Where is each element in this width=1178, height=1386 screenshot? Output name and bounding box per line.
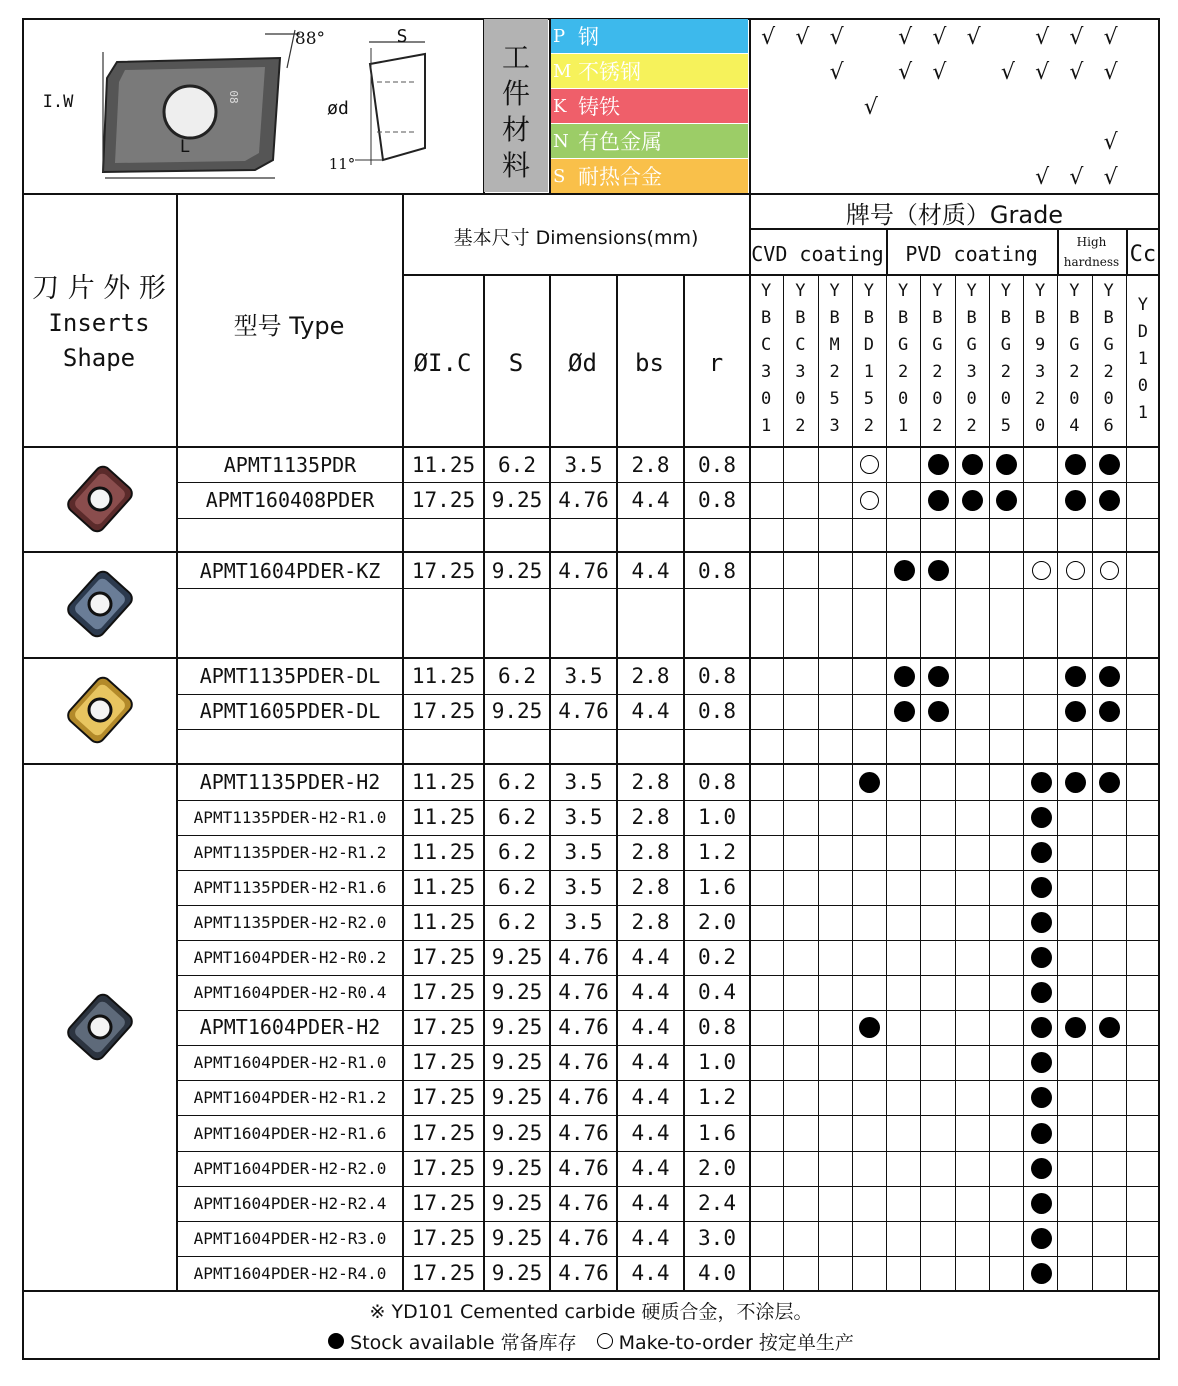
grade-col-header: Y B 9 3 2 0	[1035, 281, 1046, 436]
dim-cell: 4.4	[631, 1156, 670, 1180]
grade-col-header: Y B D 1 5 2	[863, 281, 874, 436]
filled-circle-icon	[1031, 1228, 1052, 1249]
dim-cell: 4.76	[558, 1226, 609, 1250]
dim-cell: 9.25	[491, 1050, 543, 1074]
filled-circle-icon	[1099, 772, 1120, 793]
type-cell: APMT1604PDER-H2-R2.4	[193, 1193, 387, 1213]
check-mark: √	[1069, 59, 1084, 85]
material-title-char: 工	[501, 41, 530, 74]
open-circle-icon	[1066, 561, 1085, 580]
type-cell: APMT1135PDER-H2-R2.0	[193, 912, 387, 932]
check-mark: √	[1103, 24, 1118, 50]
dim-cell: 4.4	[631, 1050, 670, 1074]
check-mark: √	[863, 94, 878, 120]
stock-available-mark	[853, 1010, 887, 1045]
dim-cell: 9.25	[491, 558, 543, 583]
check-mark: √	[1035, 24, 1050, 50]
filled-circle-icon	[1065, 490, 1086, 511]
filled-circle-icon	[1099, 701, 1120, 722]
grade-col-header: Y B M 2 5 3	[829, 281, 840, 436]
dim-cell: 4.76	[558, 1015, 609, 1039]
filled-circle-icon	[1099, 666, 1120, 687]
dim-cell: 0.8	[698, 699, 736, 723]
row-divider	[176, 729, 1160, 730]
dim-cell: 3.5	[564, 664, 603, 688]
dim-cell: 17.25	[411, 1085, 476, 1109]
dim-cell: 11.25	[411, 452, 476, 477]
material-name: 有色金属	[578, 130, 662, 154]
stock-available-mark	[1093, 694, 1127, 729]
dim-cell: 0.8	[698, 488, 736, 512]
check-mark: √	[1035, 59, 1050, 85]
dim-cell: 0.8	[698, 558, 736, 583]
open-circle-icon	[597, 1333, 613, 1349]
stock-available-mark	[956, 447, 990, 482]
grade-col-header: Y B G 2 0 4	[1069, 281, 1080, 436]
check-mark: √	[932, 24, 947, 50]
dim-cell: 4.0	[698, 1261, 736, 1285]
type-cell: APMT1604PDER-H2	[199, 1015, 381, 1039]
open-circle-icon	[1100, 561, 1119, 580]
dim-cell: 1.0	[698, 805, 736, 829]
filled-circle-icon	[1031, 1017, 1052, 1038]
filled-circle-icon	[1031, 1052, 1052, 1073]
type-cell: APMT1604PDER-H2-R2.0	[193, 1158, 387, 1178]
type-cell: APMT1135PDER-H2-R1.2	[193, 842, 387, 862]
footer-note: ※ YD101 Cemented carbide 硬质合金，不涂层。	[369, 1300, 813, 1323]
dim-col-header: S	[508, 349, 524, 377]
dim-cell: 9.25	[491, 1085, 543, 1109]
dim-cell: 4.76	[558, 1085, 609, 1109]
dim-cell: 9.25	[491, 945, 543, 969]
type-cell: APMT1604PDER-H2-R4.0	[193, 1263, 387, 1283]
stock-available-mark	[990, 447, 1024, 482]
check-mark: √	[761, 24, 776, 50]
filled-circle-icon	[1099, 490, 1120, 511]
dim-cell: 2.8	[631, 805, 670, 829]
open-circle-icon	[860, 455, 879, 474]
pvd-header: PVD coating	[905, 242, 1038, 266]
dim-cell: 17.25	[411, 1121, 476, 1145]
make-to-order-mark	[1024, 553, 1058, 588]
dim-cell: 0.8	[698, 452, 736, 477]
shape-header-en2: Shape	[62, 344, 136, 372]
check-mark: √	[898, 24, 913, 50]
dim-cell: 17.25	[411, 1156, 476, 1180]
stock-available-mark	[921, 553, 955, 588]
dim-cell: 4.4	[631, 488, 670, 512]
check-mark: √	[966, 24, 981, 50]
stock-available-mark	[1024, 1221, 1058, 1256]
dim-cell: 3.5	[564, 875, 603, 899]
dim-cell: 0.8	[698, 1015, 736, 1039]
dim-cell: 11.25	[411, 664, 476, 688]
make-to-order-mark	[1058, 553, 1092, 588]
material-title-char: 料	[501, 149, 530, 182]
cvd-header: CVD coating	[751, 242, 884, 266]
dim-cell: 6.2	[498, 452, 536, 477]
filled-circle-icon	[996, 490, 1017, 511]
dim-cell: 9.25	[491, 1121, 543, 1145]
type-cell: APMT1135PDER-H2-R1.0	[193, 807, 387, 827]
dim-cell: 6.2	[498, 840, 536, 864]
type-cell: APMT1604PDER-KZ	[199, 558, 381, 583]
filled-circle-icon	[859, 1017, 880, 1038]
dim-cell: 11.25	[411, 875, 476, 899]
dim-cell: 4.4	[631, 945, 670, 969]
l-label: L	[179, 137, 191, 157]
dim-col-header: Ød	[568, 349, 597, 377]
stock-available-mark	[1024, 1010, 1058, 1045]
stock-available-mark	[1058, 447, 1092, 482]
dim-cell: 2.8	[631, 910, 670, 934]
dim-cell: 17.25	[411, 699, 476, 723]
filled-circle-icon	[928, 454, 949, 475]
dim-cell: 2.4	[698, 1191, 736, 1215]
stock-available-mark	[1024, 800, 1058, 835]
dim-cell: 4.76	[558, 1156, 609, 1180]
dim-cell: 4.76	[558, 558, 609, 583]
grade-col-header: Y B G 3 0 2	[966, 281, 977, 436]
dim-cell: 1.6	[698, 1121, 736, 1145]
stock-available-mark	[1024, 870, 1058, 905]
filled-circle-icon	[1031, 1193, 1052, 1214]
grade-col-header: Y B G 2 0 5	[1000, 281, 1011, 436]
dim-cell: 1.2	[698, 840, 736, 864]
check-mark: √	[829, 59, 844, 85]
make-to-order-mark	[853, 483, 887, 518]
dim-cell: 9.25	[491, 1191, 543, 1215]
filled-circle-icon	[328, 1333, 344, 1349]
dim-cell: 4.4	[631, 1121, 670, 1145]
type-cell: APMT1135PDR	[223, 452, 357, 477]
stock-available-mark	[956, 483, 990, 518]
make-to-order-mark	[1093, 553, 1127, 588]
filled-circle-icon	[1031, 1087, 1052, 1108]
stock-available-mark	[887, 553, 921, 588]
dim-cell: 17.25	[411, 1226, 476, 1250]
insert-hole	[164, 86, 216, 138]
dim-cell: 17.25	[411, 1050, 476, 1074]
dim-cell: 2.8	[631, 770, 670, 794]
dim-cell: 4.4	[631, 1261, 670, 1285]
dim-cell: 3.5	[564, 910, 603, 934]
dark-insert-image	[50, 977, 150, 1077]
filled-circle-icon	[928, 560, 949, 581]
filled-circle-icon	[1031, 842, 1052, 863]
stock-available-mark	[1093, 447, 1127, 482]
dim-cell: 17.25	[411, 1015, 476, 1039]
dim-cell: 4.4	[631, 1191, 670, 1215]
dim-col-header: bs	[635, 349, 664, 377]
grade-col-header: Y B C 3 0 2	[795, 281, 806, 436]
dim-cell: 0.4	[698, 980, 736, 1004]
dim-cell: 4.76	[558, 699, 609, 723]
dim-cell: 4.4	[631, 699, 670, 723]
grade-col-header: Y B G 2 0 1	[898, 281, 909, 436]
stock-available-mark	[853, 765, 887, 800]
dim-cell: 9.25	[491, 699, 543, 723]
check-mark: √	[1069, 24, 1084, 50]
dim-cell: 0.8	[698, 770, 736, 794]
dim-cell: 11.25	[411, 910, 476, 934]
filled-circle-icon	[859, 772, 880, 793]
type-cell: APMT1135PDER-DL	[199, 664, 381, 688]
shape-header-cn: 刀 片 外 形	[32, 272, 166, 304]
make-to-order-mark	[853, 447, 887, 482]
stock-available-mark	[1058, 694, 1092, 729]
type-cell: APMT1605PDER-DL	[199, 699, 381, 723]
stock-available-mark	[1058, 659, 1092, 694]
filled-circle-icon	[1031, 772, 1052, 793]
open-circle-icon	[1032, 561, 1051, 580]
stock-available-mark	[1058, 765, 1092, 800]
material-code: P	[553, 25, 566, 47]
high-hardness-header: High	[1076, 235, 1107, 249]
blue-insert-image	[50, 554, 150, 654]
angle-bottom-label: 11°	[328, 155, 356, 173]
type-header: 型号 Type	[233, 311, 345, 340]
stock-available-mark	[1024, 765, 1058, 800]
dim-cell: 3.0	[698, 1226, 736, 1250]
cc-header: Cc	[1129, 241, 1157, 267]
type-cell: APMT1135PDER-H2	[199, 770, 381, 794]
legend-stock-label: Stock available 常备库存	[350, 1331, 577, 1354]
stock-available-mark	[1093, 1010, 1127, 1045]
stock-available-mark	[921, 483, 955, 518]
material-code: M	[553, 60, 572, 82]
filled-circle-icon	[894, 560, 915, 581]
dim-cell: 0.2	[698, 945, 736, 969]
stock-available-mark	[1024, 1151, 1058, 1186]
filled-circle-icon	[1031, 807, 1052, 828]
dim-cell: 6.2	[498, 910, 536, 934]
dim-cell: 17.25	[411, 1191, 476, 1215]
dim-cell: 4.76	[558, 1261, 609, 1285]
dim-header-divider	[402, 274, 749, 276]
dim-cell: 4.76	[558, 1191, 609, 1215]
filled-circle-icon	[894, 701, 915, 722]
stock-available-mark	[887, 659, 921, 694]
dim-cell: 17.25	[411, 945, 476, 969]
dim-cell: 2.0	[698, 910, 736, 934]
stock-available-mark	[1093, 765, 1127, 800]
dim-cell: 1.2	[698, 1085, 736, 1109]
s-label: S	[396, 25, 408, 47]
filled-circle-icon	[1065, 701, 1086, 722]
stock-available-mark	[1024, 940, 1058, 975]
filled-circle-icon	[894, 666, 915, 687]
footer-legend	[24, 1326, 1158, 1356]
material-title-char: 材	[501, 113, 530, 146]
stock-available-mark	[1058, 1010, 1092, 1045]
grade-header: 牌号（材质）Grade	[845, 200, 1064, 229]
dim-cell: 2.0	[698, 1156, 736, 1180]
dim-col-header: r	[708, 349, 724, 377]
check-mark: √	[829, 24, 844, 50]
dim-cell: 9.25	[491, 980, 543, 1004]
filled-circle-icon	[928, 701, 949, 722]
stock-available-mark	[1024, 1116, 1058, 1151]
stock-available-mark	[990, 483, 1024, 518]
filled-circle-icon	[1099, 1017, 1120, 1038]
type-cell: APMT1135PDER-H2-R1.6	[193, 877, 387, 897]
filled-circle-icon	[962, 490, 983, 511]
d-label: ød	[327, 97, 349, 119]
grade-col-header: Y B C 3 0 1	[761, 281, 772, 436]
filled-circle-icon	[1031, 1123, 1052, 1144]
type-cell: APMT1604PDER-H2-R1.0	[193, 1052, 387, 1072]
stock-available-mark	[1024, 905, 1058, 940]
filled-circle-icon	[928, 490, 949, 511]
filled-circle-icon	[1065, 666, 1086, 687]
dim-cell: 11.25	[411, 770, 476, 794]
check-mark: √	[1103, 164, 1118, 190]
grade-col-header: Y B G 2 0 6	[1103, 281, 1114, 436]
legend-order-label: Make-to-order 按定单生产	[618, 1331, 854, 1354]
iw-label: I.W	[42, 92, 74, 112]
stock-available-mark	[1024, 1080, 1058, 1115]
stock-available-mark	[1024, 1256, 1058, 1291]
dim-cell: 6.2	[498, 875, 536, 899]
filled-circle-icon	[1099, 454, 1120, 475]
dim-cell: 11.25	[411, 840, 476, 864]
brown-insert-image	[50, 449, 150, 549]
dim-cell: 2.8	[631, 452, 670, 477]
dim-cell: 3.5	[564, 770, 603, 794]
check-mark: √	[1000, 59, 1015, 85]
filled-circle-icon	[1031, 947, 1052, 968]
check-mark: √	[932, 59, 947, 85]
stock-available-mark	[921, 694, 955, 729]
dim-cell: 2.8	[631, 875, 670, 899]
high-hardness-header-2: hardness	[1063, 255, 1120, 269]
stock-available-mark	[921, 659, 955, 694]
filled-circle-icon	[962, 454, 983, 475]
dim-cell: 6.2	[498, 664, 536, 688]
material-name: 耐热合金	[578, 165, 662, 189]
dim-cell: 1.0	[698, 1050, 736, 1074]
dim-cell: 0.8	[698, 664, 736, 688]
material-code: S	[553, 165, 566, 187]
filled-circle-icon	[1065, 772, 1086, 793]
dim-cell: 3.5	[564, 840, 603, 864]
dim-cell: 11.25	[411, 805, 476, 829]
material-name: 不锈钢	[578, 60, 641, 84]
gold-insert-image	[50, 660, 150, 760]
dim-cell: 6.2	[498, 805, 536, 829]
dim-col-header: ØI.C	[413, 349, 472, 377]
dim-cell: 6.2	[498, 770, 536, 794]
grade-col-header: Y B G 2 0 2	[932, 281, 943, 436]
material-name: 钢	[578, 25, 599, 49]
material-title-char: 件	[501, 77, 530, 110]
filled-circle-icon	[1065, 1017, 1086, 1038]
check-mark: √	[1069, 164, 1084, 190]
material-code: K	[553, 95, 567, 117]
filled-circle-icon	[1031, 912, 1052, 933]
type-cell: APMT1604PDER-H2-R1.6	[193, 1123, 387, 1143]
material-name: 铸铁	[578, 95, 620, 119]
dim-cell: 3.5	[564, 452, 603, 477]
dim-cell: 4.4	[631, 1015, 670, 1039]
dim-cell: 9.25	[491, 1156, 543, 1180]
angle-top-label: 88°	[294, 29, 326, 49]
type-cell: APMT1604PDER-H2-R0.2	[193, 947, 387, 967]
row-divider	[176, 588, 1160, 589]
dim-cell: 1.6	[698, 875, 736, 899]
type-cell: APMT1604PDER-H2-R1.2	[193, 1087, 387, 1107]
dim-cell: 4.4	[631, 558, 670, 583]
check-mark: √	[898, 59, 913, 85]
filled-circle-icon	[928, 666, 949, 687]
dimensions-header: 基本尺寸 Dimensions(mm)	[453, 226, 699, 249]
dim-cell: 4.76	[558, 945, 609, 969]
stock-available-mark	[1024, 835, 1058, 870]
filled-circle-icon	[996, 454, 1017, 475]
check-mark: √	[1103, 129, 1118, 155]
insert-side-view	[370, 54, 425, 160]
dim-cell: 4.76	[558, 1050, 609, 1074]
stock-available-mark	[921, 447, 955, 482]
stock-available-mark	[1024, 1186, 1058, 1221]
dim-cell: 4.4	[631, 980, 670, 1004]
open-circle-icon	[860, 491, 879, 510]
dim-cell: 17.25	[411, 980, 476, 1004]
dim-cell: 2.8	[631, 664, 670, 688]
stock-available-mark	[1093, 659, 1127, 694]
dim-cell: 17.25	[411, 1261, 476, 1285]
stock-available-mark	[1024, 975, 1058, 1010]
grade-col-header: Y D 1 0 1	[1137, 294, 1148, 423]
filled-circle-icon	[1031, 1158, 1052, 1179]
row-divider	[176, 518, 1160, 519]
dim-cell: 2.8	[631, 840, 670, 864]
shape-header-en1: Inserts	[48, 309, 150, 337]
stock-available-mark	[887, 694, 921, 729]
type-cell: APMT160408PDER	[205, 488, 375, 512]
check-mark: √	[795, 24, 810, 50]
dim-cell: 9.25	[491, 1015, 543, 1039]
filled-circle-icon	[1065, 454, 1086, 475]
dim-cell: 9.25	[491, 488, 543, 512]
filled-circle-icon	[1031, 982, 1052, 1003]
filled-circle-icon	[1031, 1263, 1052, 1284]
dim-cell: 17.25	[411, 488, 476, 512]
check-mark: √	[1035, 164, 1050, 190]
dim-cell: 3.5	[564, 805, 603, 829]
type-cell: APMT1604PDER-H2-R3.0	[193, 1228, 387, 1248]
dim-cell: 4.76	[558, 488, 609, 512]
dim-cell: 4.76	[558, 1121, 609, 1145]
check-mark: √	[1103, 59, 1118, 85]
stock-available-mark	[1024, 1045, 1058, 1080]
material-code: N	[553, 130, 569, 152]
dim-cell: 4.4	[631, 1226, 670, 1250]
dim-cell: 4.76	[558, 980, 609, 1004]
stock-available-mark	[1058, 483, 1092, 518]
insert-marking: 08	[227, 90, 241, 104]
dim-cell: 4.4	[631, 1085, 670, 1109]
stock-available-mark	[1093, 483, 1127, 518]
filled-circle-icon	[1031, 877, 1052, 898]
type-cell: APMT1604PDER-H2-R0.4	[193, 982, 387, 1002]
dim-cell: 9.25	[491, 1261, 543, 1285]
dim-cell: 9.25	[491, 1226, 543, 1250]
dim-cell: 17.25	[411, 558, 476, 583]
